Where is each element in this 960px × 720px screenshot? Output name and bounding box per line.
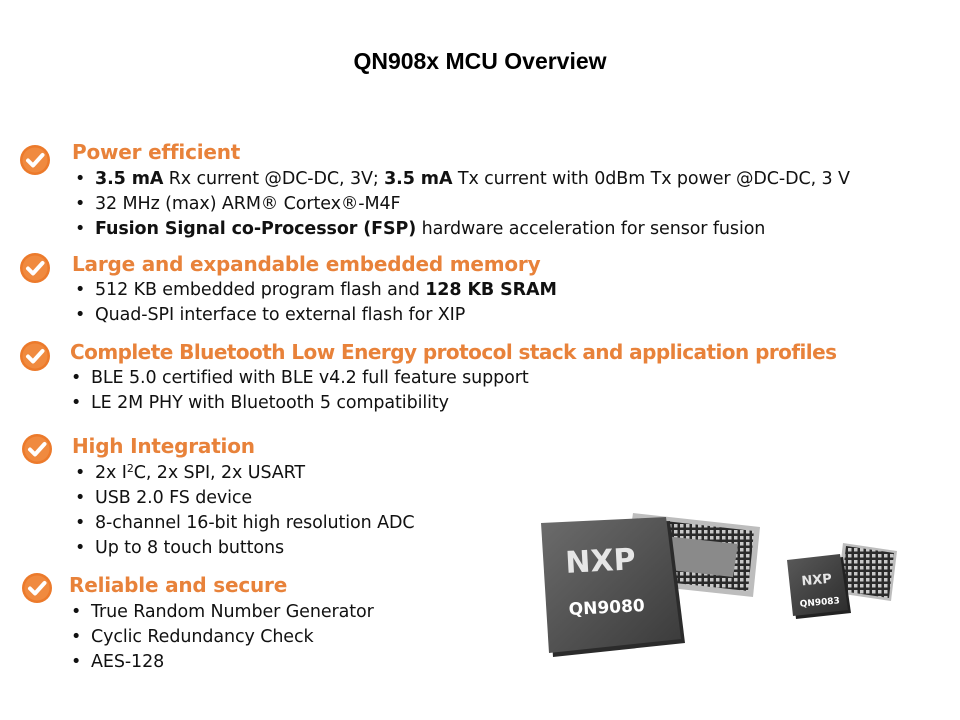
chip-large-part: QN9080 bbox=[568, 596, 646, 620]
list-item bbox=[69, 625, 374, 650]
bullet-list bbox=[73, 167, 850, 242]
bold-text: Fusion Signal co-Processor (FSP) bbox=[95, 219, 417, 239]
bullet-list bbox=[73, 461, 414, 561]
bold-text: 128 KB SRAM bbox=[425, 280, 557, 300]
chip-large-logo: NXP bbox=[564, 542, 637, 581]
list-item bbox=[73, 278, 557, 303]
list-item bbox=[73, 167, 850, 192]
item-text: 2x I bbox=[95, 463, 127, 483]
list-item bbox=[69, 600, 374, 625]
list-item bbox=[73, 303, 557, 328]
item-text: C, 2x SPI, 2x USART bbox=[133, 463, 306, 483]
item-text: True Random Number Generator bbox=[91, 602, 374, 622]
list-item bbox=[73, 461, 414, 486]
item-text: AES-128 bbox=[91, 652, 165, 672]
item-text: 8-channel 16-bit high resolution ADC bbox=[95, 513, 415, 533]
slide-title: QN908x MCU Overview bbox=[353, 48, 607, 74]
bold-text: 3.5 mA bbox=[95, 169, 164, 189]
chip-small-part: QN9083 bbox=[799, 596, 841, 610]
item-text: hardware acceleration for sensor fusion bbox=[416, 219, 766, 239]
chip-illustration bbox=[505, 505, 960, 665]
check-circle-icon bbox=[21, 433, 53, 465]
chip-small bbox=[787, 554, 851, 619]
chip-small-logo: NXP bbox=[800, 571, 833, 590]
list-item bbox=[73, 192, 850, 217]
list-item bbox=[69, 650, 374, 675]
item-text: Tx current with 0dBm Tx power @DC-DC, 3 V bbox=[452, 169, 850, 189]
item-text: BLE 5.0 certified with BLE v4.2 full feature support bbox=[91, 368, 529, 388]
check-circle-icon bbox=[19, 252, 51, 284]
item-text: Cyclic Redundancy Check bbox=[91, 627, 314, 647]
section-heading: Complete Bluetooth Low Energy protocol stack and application profiles bbox=[70, 340, 837, 364]
section-heading: Reliable and secure bbox=[69, 573, 288, 597]
item-text: Up to 8 touch buttons bbox=[95, 538, 284, 558]
list-item bbox=[73, 511, 414, 536]
item-text: 512 KB embedded program flash and bbox=[95, 280, 426, 300]
item-text: Rx current @DC-DC, 3V; bbox=[163, 169, 385, 189]
bullet-list bbox=[69, 600, 374, 675]
chip-large bbox=[541, 517, 685, 657]
superscript: 2 bbox=[126, 462, 134, 475]
bold-text: 3.5 mA bbox=[384, 169, 453, 189]
list-item bbox=[73, 217, 850, 242]
item-text: LE 2M PHY with Bluetooth 5 compatibility bbox=[91, 393, 449, 413]
item-text: 32 MHz (max) ARM® Cortex®-M4F bbox=[95, 194, 401, 214]
list-item bbox=[69, 366, 529, 391]
section-heading: Power efficient bbox=[72, 140, 241, 164]
list-item bbox=[73, 486, 414, 511]
item-text: USB 2.0 FS device bbox=[95, 488, 253, 508]
list-item bbox=[73, 536, 414, 561]
list-item bbox=[69, 391, 529, 416]
bullet-list bbox=[73, 278, 557, 328]
section-heading: High Integration bbox=[72, 434, 255, 458]
check-circle-icon bbox=[19, 144, 51, 176]
section-heading: Large and expandable embedded memory bbox=[72, 252, 541, 276]
item-text: Quad-SPI interface to external flash for XIP bbox=[95, 305, 466, 325]
bullet-list bbox=[69, 366, 529, 416]
check-circle-icon bbox=[21, 572, 53, 604]
check-circle-icon bbox=[19, 340, 51, 372]
